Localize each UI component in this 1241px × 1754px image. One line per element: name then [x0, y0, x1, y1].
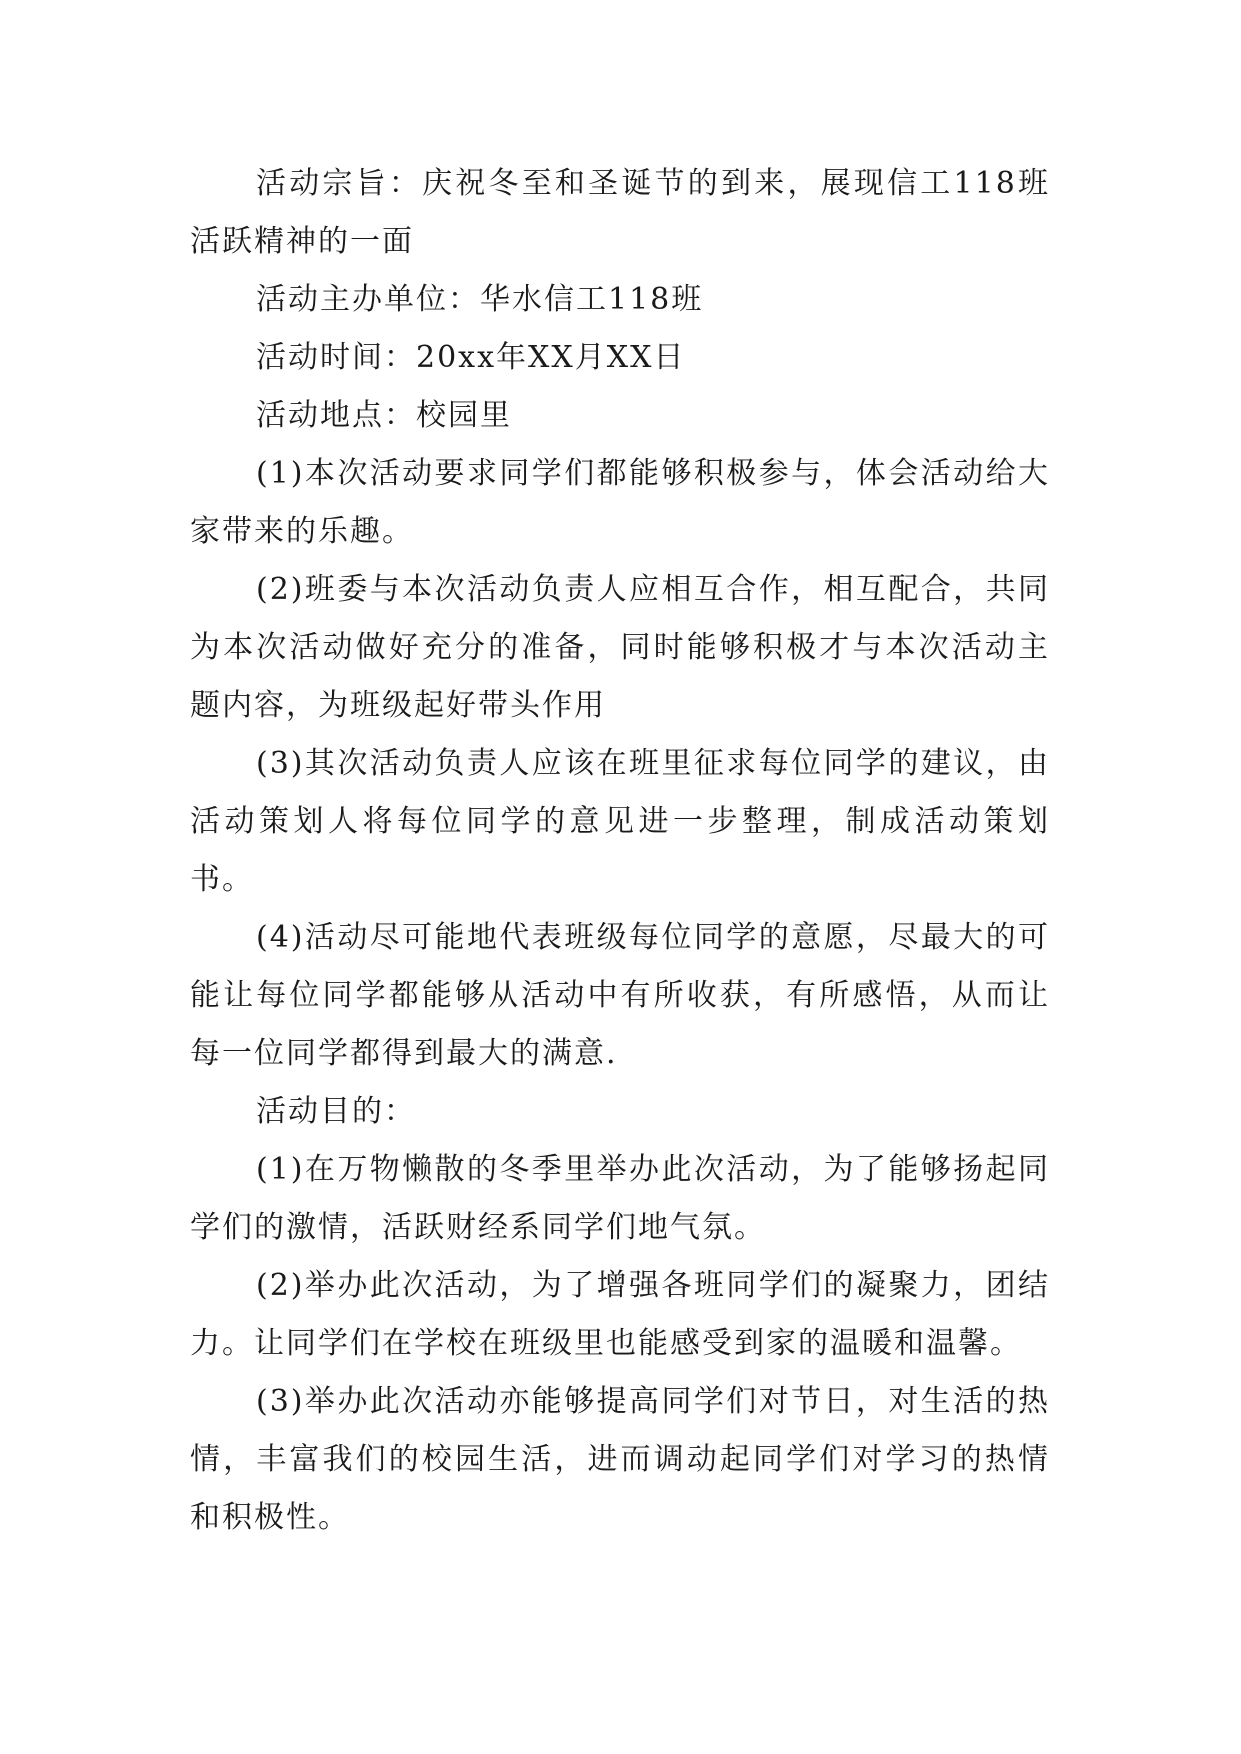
objective-3-paragraph: (3)举办此次活动亦能够提高同学们对节日，对生活的热情，丰富我们的校园生活，进而调动起同学们对学习的热情和积极性。	[190, 1384, 1050, 1535]
purpose-paragraph: 活动宗旨：庆祝冬至和圣诞节的到来，展现信工118班活跃精神的一面	[190, 166, 1050, 259]
objective-1-paragraph: (1)在万物懒散的冬季里举办此次活动，为了能够扬起同学们的激情，活跃财经系同学们地气氛。	[190, 1152, 1050, 1245]
requirement-3-paragraph: (3)其次活动负责人应该在班里征求每位同学的建议，由活动策划人将每位同学的意见进一步整理，制成活动策划书。	[190, 746, 1050, 897]
time-paragraph: 活动时间：20xx年XX月XX日	[256, 340, 686, 375]
objective-heading: 活动目的：	[256, 1094, 416, 1129]
objective-2-paragraph: (2)举办此次活动，为了增强各班同学们的凝聚力，团结力。让同学们在学校在班级里也能感受到家的温暖和温馨。	[190, 1268, 1050, 1361]
document-body	[190, 155, 1050, 1547]
location-paragraph: 活动地点：校园里	[256, 398, 512, 433]
organizer-paragraph: 活动主办单位：华水信工118班	[256, 282, 704, 317]
requirement-2-paragraph: (2)班委与本次活动负责人应相互合作，相互配合，共同为本次活动做好充分的准备，同时能够积极才与本次活动主题内容，为班级起好带头作用	[190, 572, 1050, 723]
requirement-4-paragraph: (4)活动尽可能地代表班级每位同学的意愿，尽最大的可能让每位同学都能够从活动中有所收获，有所感悟，从而让每一位同学都得到最大的满意.	[190, 920, 1050, 1071]
requirement-1-paragraph: (1)本次活动要求同学们都能够积极参与，体会活动给大家带来的乐趣。	[190, 456, 1050, 549]
